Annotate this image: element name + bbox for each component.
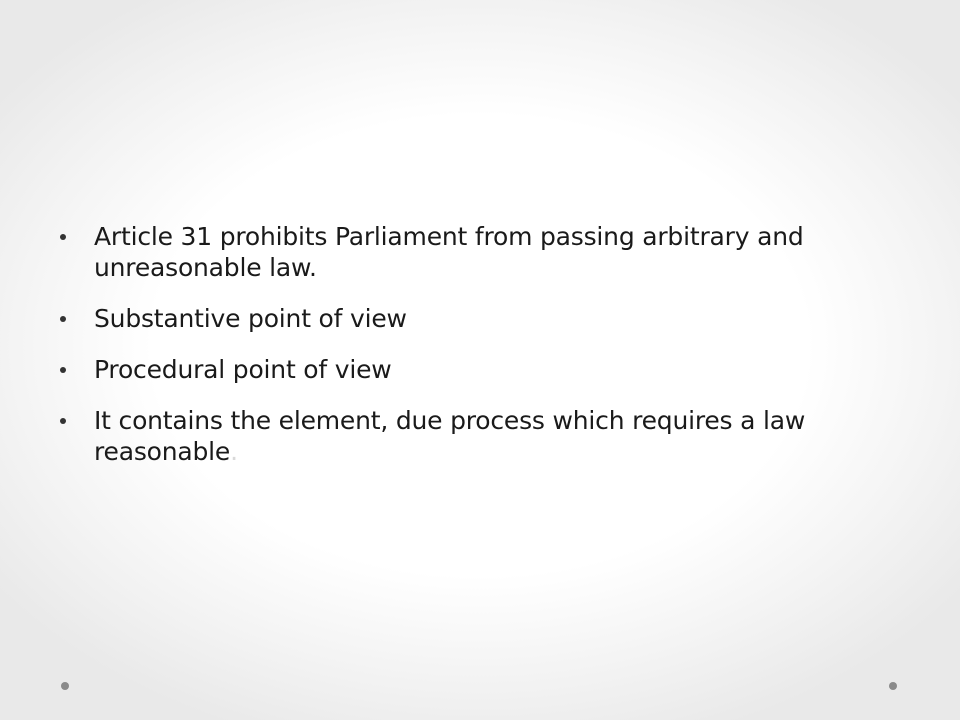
bullet-text: Article 31 prohibits Parliament from passing arbitrary and unreasonable law. [94,222,804,282]
bullet-item [58,354,908,385]
bullet-icon [60,418,66,424]
bullet-text: Procedural point of view [94,355,392,384]
corner-dot-icon [61,682,69,690]
bullet-list [58,221,908,467]
bullet-item [58,405,908,467]
corner-dot-icon [889,682,897,690]
bullet-icon [60,234,66,240]
bullet-item [58,221,908,283]
bullet-icon [60,316,66,322]
bullet-icon [60,367,66,373]
bullet-item [58,303,908,334]
bullet-text: Substantive point of view [94,304,407,333]
slide-content [58,221,908,487]
trailing-period: . [230,437,238,466]
bullet-text: It contains the element, due process which requires a law reasonable [94,406,806,466]
